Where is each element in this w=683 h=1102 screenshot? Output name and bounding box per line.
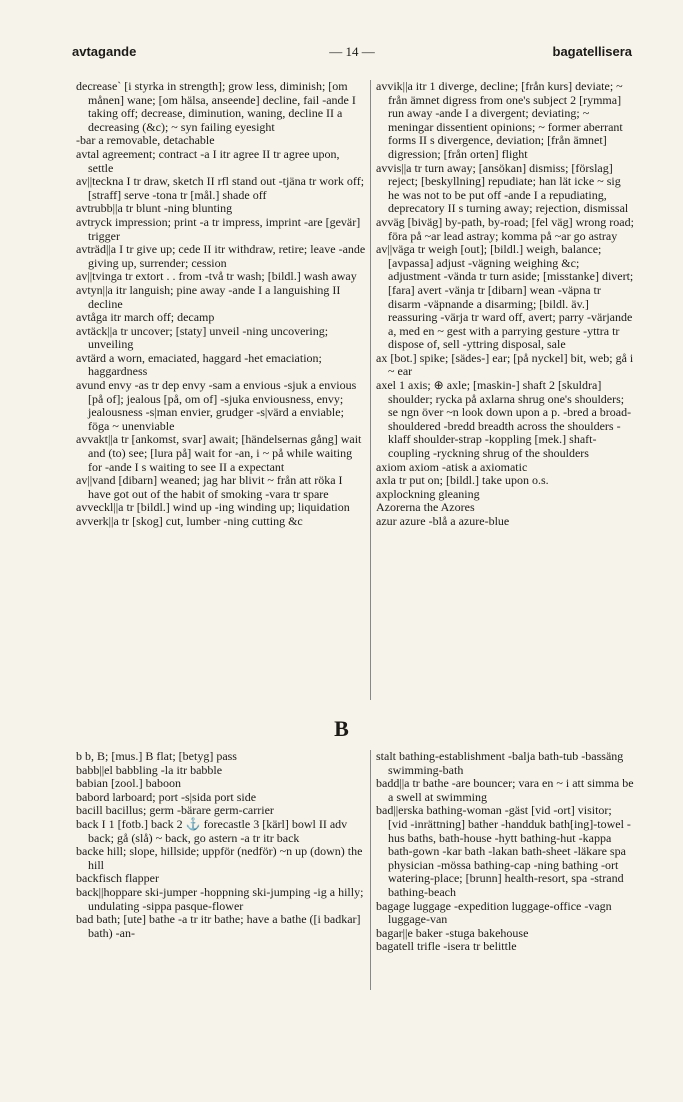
entry: babb||el babbling -la itr babble — [76, 762, 223, 777]
entry: avund envy -as tr dep envy -sam a envious -sjuk a envious [på of]; jealous [på, om of] -sjuka enviousness, envy; jealousness -s|man envier, grudger -s|värd a enviable; föga ~ unenviable — [76, 378, 357, 433]
entry: avtrubb||a tr blunt -ning blunting — [76, 201, 233, 216]
column-right-top — [376, 80, 634, 529]
entry: bagatell trifle -isera tr belittle — [376, 939, 517, 954]
entry: back||hoppare ski-jumper -hoppning ski-jumping -ig a hilly; undulating -sippa pasque-flower — [76, 884, 364, 913]
column-right-bottom — [376, 750, 634, 954]
entry: babian [zool.] baboon — [76, 776, 181, 791]
entry: bagar||e baker -stuga bakehouse — [376, 925, 529, 940]
entry: -bar a removable, detachable — [76, 133, 215, 148]
entry: avverk||a tr [skog] cut, lumber -ning cutting &c — [76, 514, 303, 528]
entry: bacill bacillus; germ -bärare germ-carrier — [76, 803, 274, 818]
entry: avveckl||a tr [bildl.] wind up -ing winding up; liquidation — [76, 500, 350, 515]
entry: av||vand [dibarn] weaned; jag har blivit ~ från att röka I have got out of the habit of smoking -vara tr spare — [76, 473, 343, 501]
column-left-bottom — [76, 750, 366, 940]
entry: avtåga itr march off; decamp — [76, 310, 215, 325]
entry: bad||erska bathing-woman -gäst [vid -ort] visitor; [vid -inrättning] bather -handduk bath[ing]-towel -hus baths, bath-house -hytt bathing-hut -kappa bath-gown -kar bath -lakan bath-sheet -läkare spa physician -mössa bathing-cap -ning bathing -ort watering-place; [brunn] health-resort, spa -strand bathing-beach — [376, 803, 631, 899]
column-divider — [370, 750, 371, 990]
entry: bagage luggage -expedition luggage-office -vagn luggage-van — [376, 898, 612, 927]
entry: backfisch flapper — [76, 871, 159, 886]
section-letter-heading: B — [334, 716, 349, 741]
entry: ax [bot.] spike; [sädes-] ear; [på nyckel] bit, web; gå i ~ ear — [376, 350, 634, 379]
page-header — [72, 44, 632, 64]
entry: axla tr put on; [bildl.] take upon o.s. — [376, 473, 549, 488]
entry: axiom axiom -atisk a axiomatic — [376, 459, 528, 474]
column-left-top — [76, 80, 366, 529]
header-right-guideword: bagatellisera — [552, 44, 632, 59]
entry: avvis||a tr turn away; [ansökan] dismiss; [förslag] reject; [beskyllning] repudiate; han lät icke ~ sig he was not to be put off -ande I a repudiating, deprecatory II s turning away; rejection, dismissal — [376, 160, 629, 216]
column-divider — [370, 80, 371, 700]
entry: avtryck impression; print -a tr impress, imprint -are [gevär] trigger — [76, 214, 361, 243]
entry: av||tvinga tr extort . . from -två tr wash; [bildl.] wash away — [76, 269, 357, 284]
entry: badd||a tr bathe -are bouncer; vara en ~ i att simma be a swell at swimming — [376, 776, 634, 804]
entry: back I 1 [fotb.] back 2 ⚓ forecastle 3 [kärl] bowl II adv back; gå (slå) ~ back, go astern -a tr itr back — [76, 816, 348, 845]
entry: b b, B; [mus.] B flat; [betyg] pass — [76, 749, 237, 763]
entry: avtyn||a itr languish; pine away -ande I a languishing II decline — [76, 282, 341, 311]
entry: avvik||a itr 1 diverge, decline; [från kurs] deviate; ~ från ämnet digress from one's subject 2 [rymma] run away -ande I a divergent; deviating; ~ meningar dissentient opinions; ~ former aberrant forms II s divergence, deviation; [från ämnet] digression; [från orten] flight — [376, 79, 623, 161]
entry: avtärd a worn, emaciated, haggard -het emaciation; haggardness — [76, 350, 322, 379]
entry: av||väga tr weigh [out]; [bildl.] weigh, balance; [avpassa] adjust -vägning weighing &c; adjustment -vända tr turn aside; [misstanke] divert; [fara] avert -vänja tr [dibarn] wean -väpna tr disarm -väpnande a disarming; [bildl. äv.] reassuring -värja tr ward off, avert; parry -värjande a, med en ~ gest with a parrying gesture -yttra tr dispose of, sell -yttring disposal, sale — [376, 242, 634, 352]
entry: axplockning gleaning — [376, 486, 480, 501]
entry: bad bath; [ute] bathe -a tr itr bathe; have a bathe ([i badkar] bath) -an- — [76, 912, 361, 940]
header-left-guideword: avtagande — [72, 44, 137, 59]
entry: backe hill; slope, hillside; uppför (nedför) ~n up (down) the hill — [76, 844, 363, 872]
entry: azur azure -blå a azure-blue — [376, 514, 510, 528]
entry: decrease` [i styrka in strength]; grow less, diminish; [om månen] wane; [om hälsa, anseende] decline, fail -ande I taking off; decrease, diminution, waning, decline II a decreasing (&c); ~ syn failing eyesight — [76, 79, 356, 134]
entry: avväg [biväg] by-path, by-road; [fel väg] wrong road; föra på ~ar lead astray; komma på ~ar go astray — [376, 214, 634, 243]
entry: av||teckna I tr draw, sketch II rfl stand out -tjäna tr work off; [straff] serve -tona tr [mål.] shade off — [76, 174, 365, 202]
entry: babord larboard; port -s|sida port side — [76, 789, 257, 804]
entry: avträd||a I tr give up; cede II itr withdraw, retire; leave -ande giving up, surrender; cession — [76, 242, 366, 270]
entry: avtal agreement; contract -a I itr agree II tr agree upon, settle — [76, 146, 340, 175]
page-number: — 14 — — [329, 44, 375, 59]
entry: stalt bathing-establishment -balja bath-tub -bassäng swimming-bath — [376, 749, 624, 777]
entry: avvakt||a tr [ankomst, svar] await; [händelsernas gång] wait and (to) see; [lura på] wait for -an, i ~ på while waiting for -ande I s waiting to see II a expectant — [76, 432, 362, 474]
entry: avtäck||a tr uncover; [staty] unveil -ning uncovering; unveiling — [76, 323, 329, 352]
entry: axel 1 axis; ⊕ axle; [maskin-] shaft 2 [skuldra] shoulder; rycka på axlarna shrug one's shoulders; se ngn över ~n look down upon a p. -bred a broad-shouldered -bredd breadth across the shoulders -klaff shoulder-strap -koppling [mek.] shaft-coupling -ryckning shrug of the shoulders — [376, 378, 632, 461]
entry: Azorerna the Azores — [376, 500, 475, 515]
